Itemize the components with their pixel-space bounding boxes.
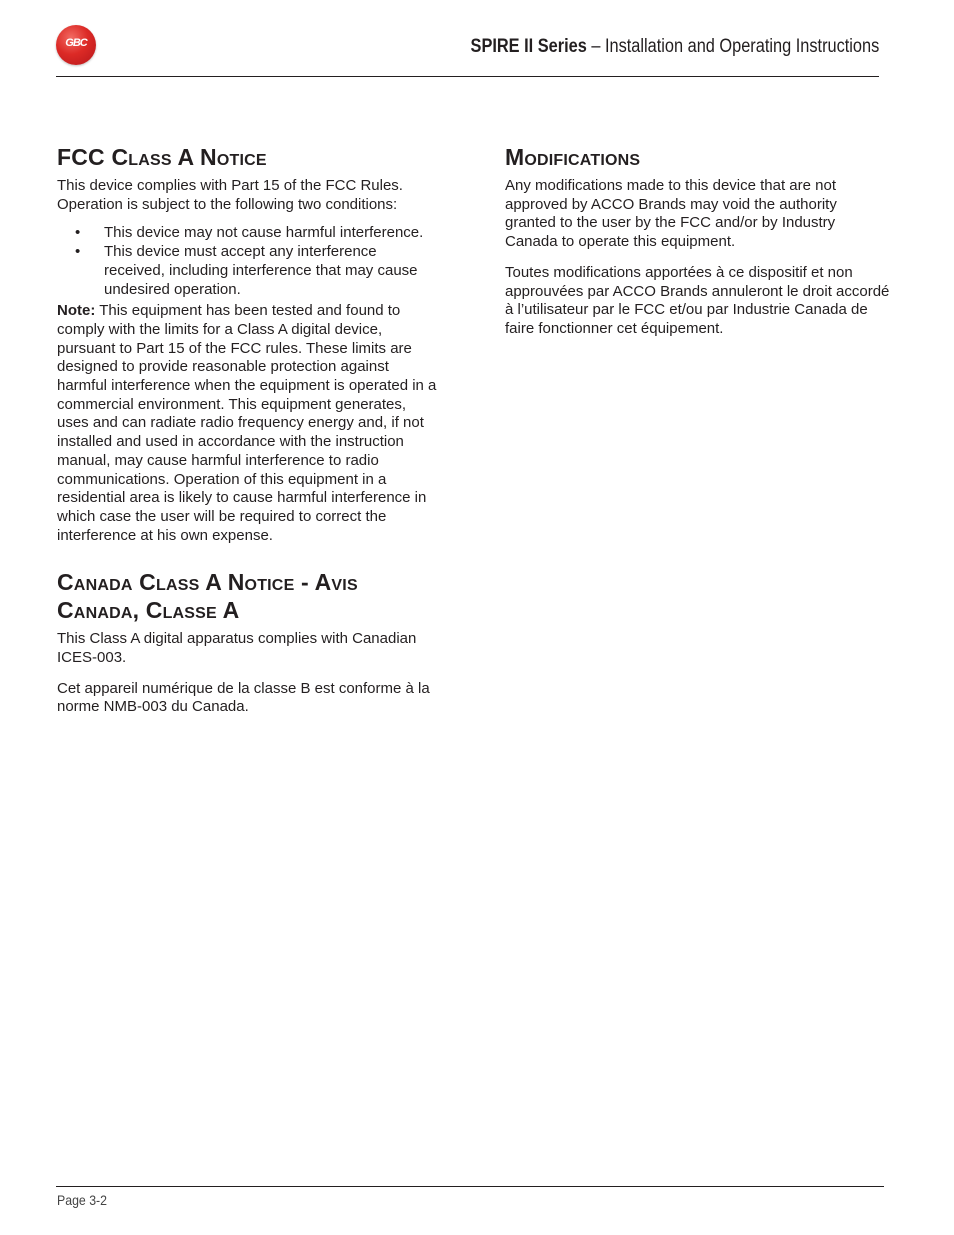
header-subtitle: – Installation and Operating Instructions (586, 36, 879, 57)
list-item (57, 243, 437, 299)
canada-french-text: Cet appareil numérique de la classe B est conforme à la norme NMB-003 du Canada. (57, 679, 430, 716)
canada-heading-line1: Canada Class A Notice - Avis (57, 569, 358, 596)
gbc-logo-text: GBC (65, 37, 87, 49)
gbc-logo (56, 25, 96, 65)
note-label: Note: (57, 302, 96, 320)
footer-divider (56, 1186, 884, 1187)
fcc-note-paragraph (57, 302, 437, 545)
modifications-english-text: Any modifications made to this device that are not approved by ACCO Brands may void the authority granted to the user by the FCC and/or by Industry Canada to operate this equipment. (505, 177, 837, 251)
list-item-text: This device must accept any interference received, including interference that may cause undesired operation. (104, 243, 418, 298)
document-header-title (470, 36, 879, 58)
list-item-text: This device may not cause harmful interference. (104, 224, 424, 242)
modifications-french-text: Toutes modifications apportées à ce dispositif et non approuvées par ACCO Brands annuleront le droit accordé à l’utilisateur par le FCC et/ou par Industrie Canada de faire fonctionner cet équipement. (505, 263, 890, 337)
note-text: This equipment has been tested and found to comply with the limits for a Class A digital device, pursuant to Part 15 of the FCC rules. These limits are designed to provide reasonable protection against harmful interference when the equipment is operated in a commercial environment. This equipment generates, uses and can radiate radio frequency energy and, if not installed and used in accordance with the instruction manual, may cause harmful interference to radio communications. Operation of this equipment in a residential area is likely to cause harmful interference in which case the user will be required to correct the interference at his own expense. (57, 302, 437, 544)
canada-notice-heading (57, 568, 437, 624)
fcc-intro-text: This device complies with Part 15 of the FCC Rules. Operation is subject to the following two conditions: (57, 177, 403, 213)
series-name: SPIRE II Series (470, 36, 587, 57)
page-number: Page 3-2 (57, 1192, 108, 1208)
canada-heading-line2: Canada, Classe A (57, 597, 240, 624)
bullet-icon: • (75, 224, 81, 242)
fcc-notice-heading: FCC Class A Notice (57, 144, 267, 170)
right-column (505, 143, 890, 339)
canada-english-text: This Class A digital apparatus complies with Canadian ICES-003. (57, 630, 417, 667)
canada-notice-section (57, 568, 437, 717)
fcc-conditions-list (57, 224, 437, 299)
list-item (57, 224, 437, 243)
left-column (57, 143, 437, 717)
bullet-icon: • (75, 243, 81, 261)
header-divider (56, 76, 879, 77)
modifications-heading: Modifications (505, 144, 641, 170)
